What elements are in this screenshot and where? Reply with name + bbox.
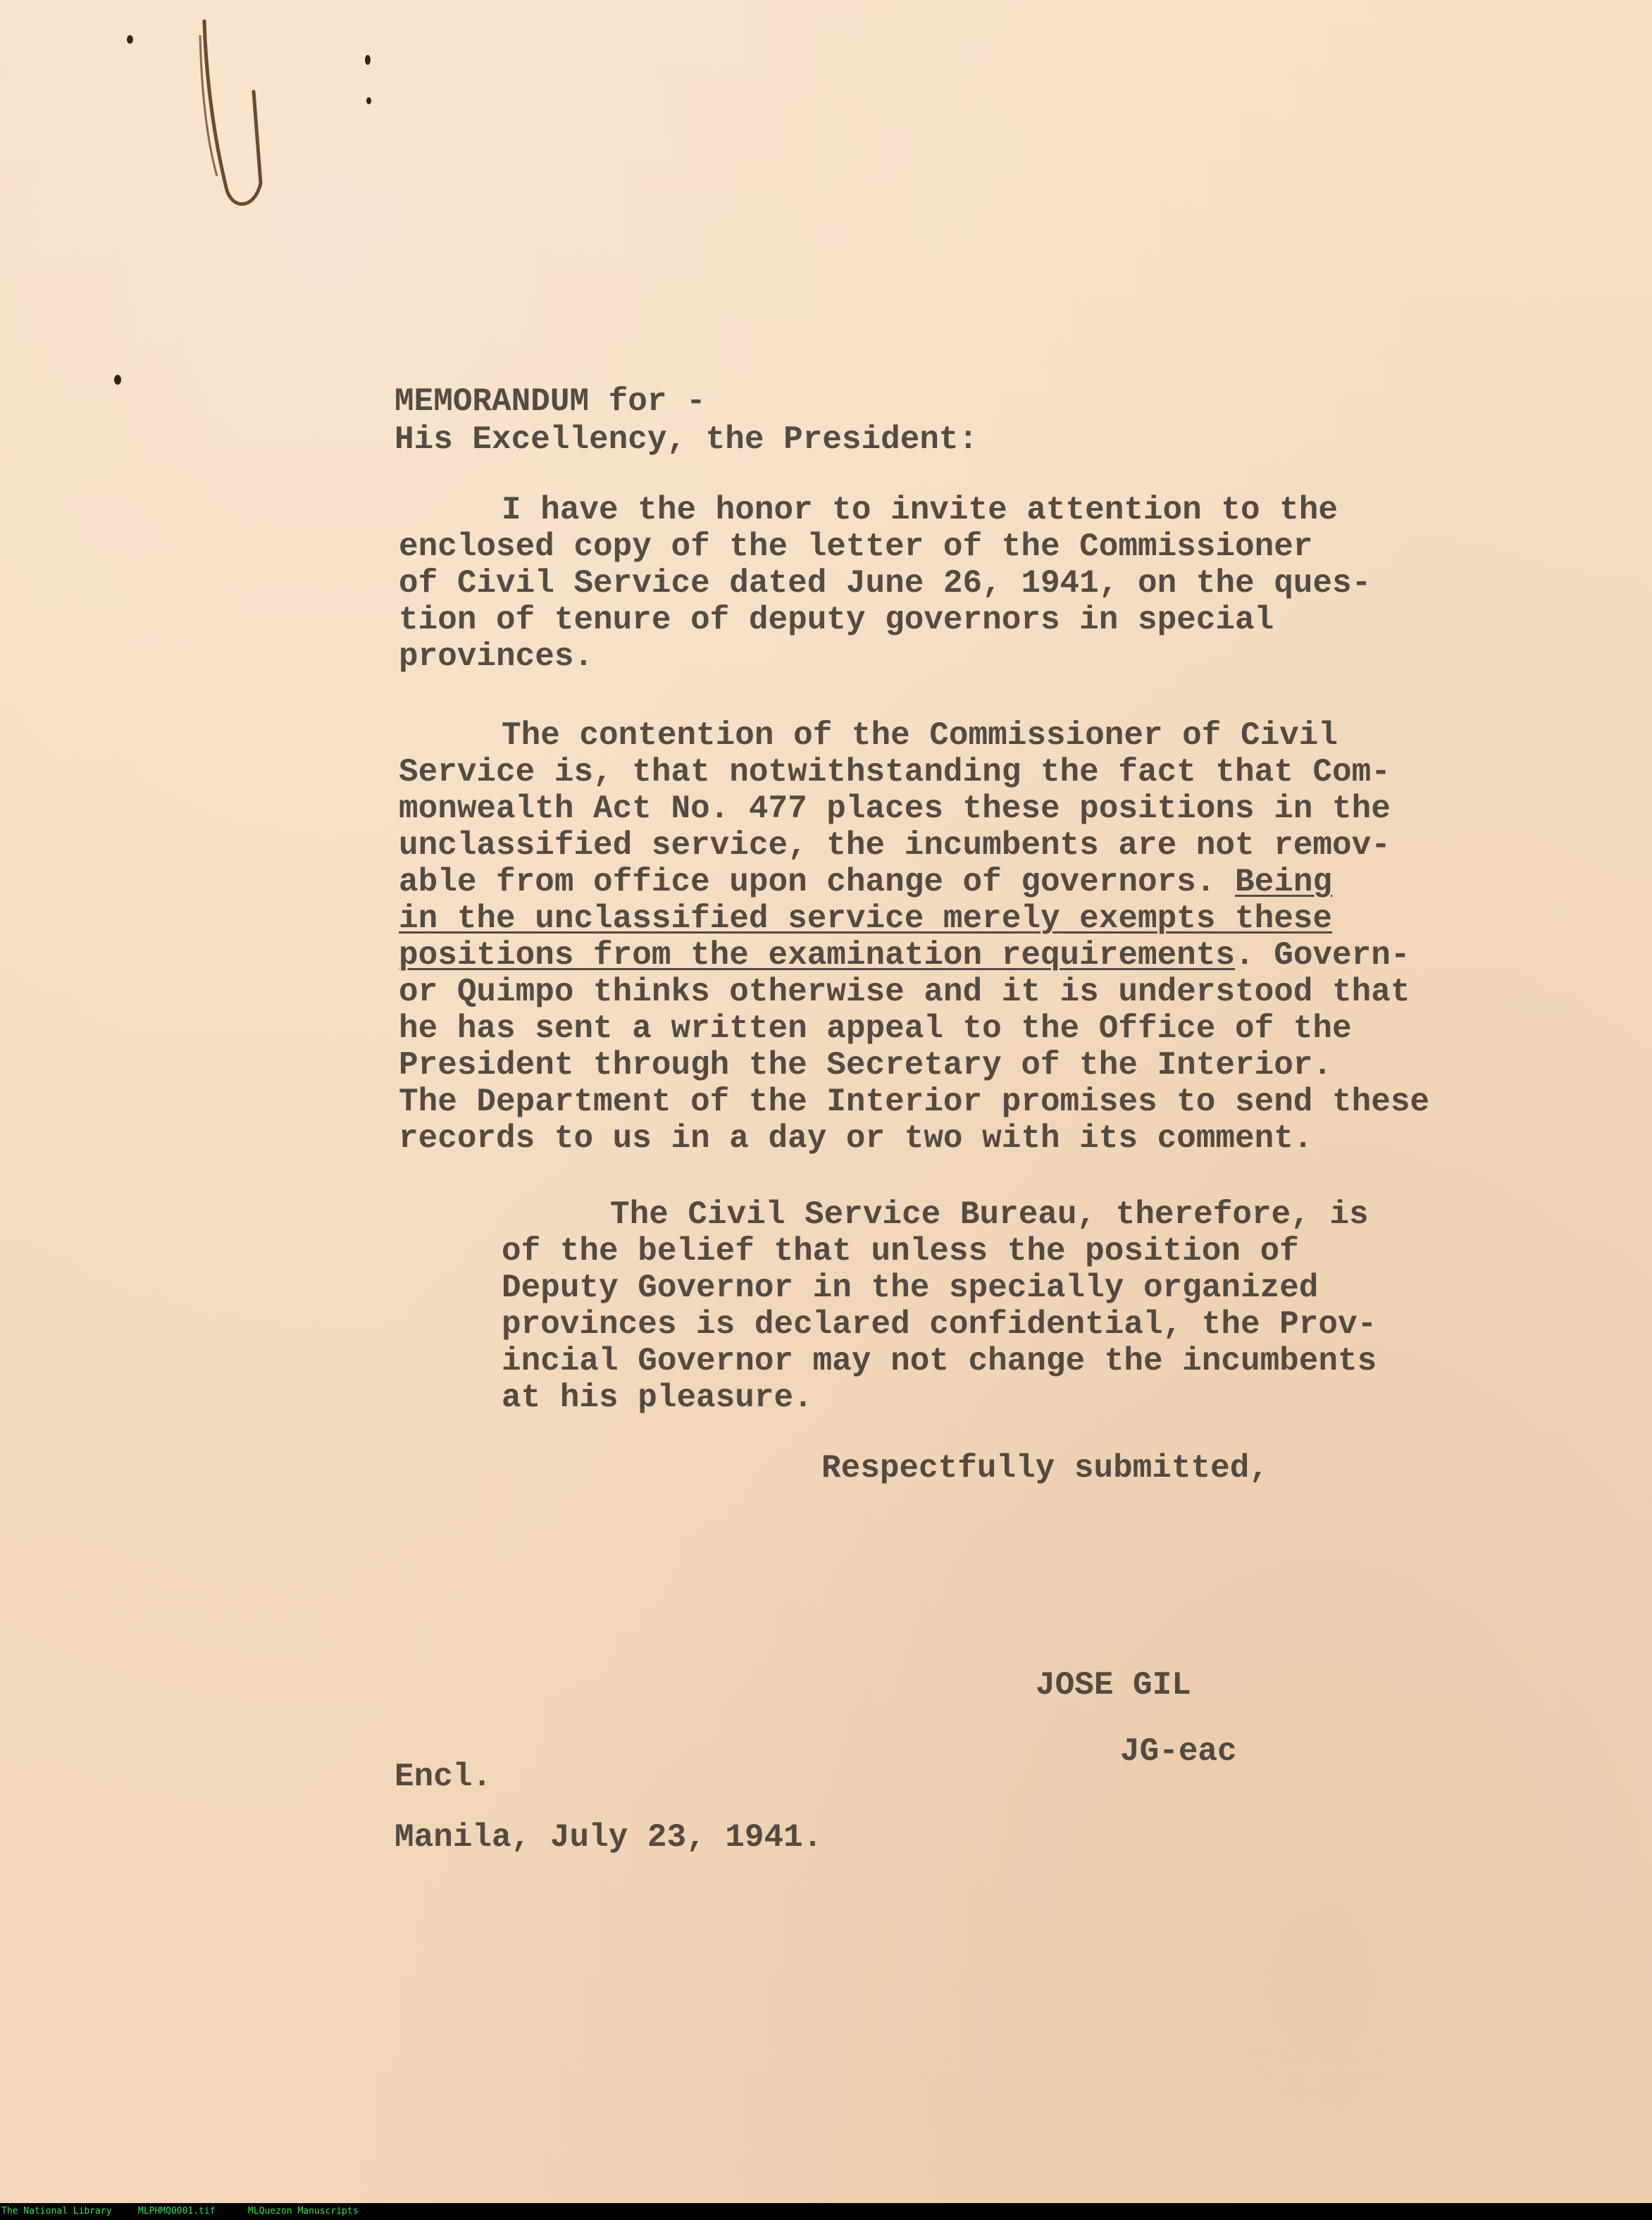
para2-line: or Quimpo thinks otherwise and it is understood that: [399, 974, 1410, 1010]
para1-line: I have the honor to invite attention to the: [502, 492, 1338, 528]
para2-line7-plain: . Govern-: [1235, 937, 1410, 974]
para1-line: provinces.: [399, 638, 594, 675]
para3-line: incial Governor may not change the incumbents: [502, 1343, 1377, 1379]
para2-line: [399, 937, 1410, 974]
ink-speck: [365, 55, 371, 65]
ink-speck: [114, 375, 121, 385]
para3-line: The Civil Service Bureau, therefore, is: [610, 1196, 1369, 1233]
signature-name: JOSE GIL: [1036, 1667, 1191, 1704]
para2-line: Service is, that notwithstanding the fact that Com-: [399, 754, 1391, 790]
para1-line: of Civil Service dated June 26, 1941, on the ques-: [399, 565, 1372, 602]
para3-line: of the belief that unless the position of: [502, 1233, 1299, 1270]
underlined-phrase: in the unclassified service merely exempts these: [399, 900, 1333, 937]
underlined-phrase: Being: [1235, 864, 1333, 900]
para2-line: [399, 864, 1332, 900]
para2-line: he has sent a written appeal to the Office of the: [399, 1010, 1352, 1047]
ink-speck: [366, 97, 371, 104]
para2-line: President through the Secretary of the Interior.: [399, 1047, 1333, 1084]
para3-line: Deputy Governor in the specially organized: [502, 1270, 1319, 1306]
para2-line: records to us in a day or two with its comment.: [399, 1120, 1313, 1157]
memo-heading: MEMORANDUM for -: [395, 383, 706, 420]
para2-line5-plain: able from office upon change of governors.: [399, 864, 1216, 900]
para2-line: unclassified service, the incumbents are not remov-: [399, 827, 1391, 864]
para3-line: at his pleasure.: [502, 1379, 813, 1416]
para2-line: The contention of the Commissioner of Civil: [502, 717, 1338, 754]
memo-addressee: His Excellency, the President:: [395, 421, 979, 458]
ink-speck: [127, 35, 133, 44]
paper-clip-mark: [199, 7, 269, 211]
para2-line: The Department of the Interior promises to send these: [399, 1084, 1430, 1120]
typist-initials: JG-eac: [1120, 1733, 1237, 1770]
footer-collection: MLQuezon Manuscripts: [248, 2206, 359, 2216]
para3-line: provinces is declared confidential, the Prov-: [502, 1306, 1377, 1343]
para1-line: tion of tenure of deputy governors in special: [399, 602, 1274, 638]
underlined-phrase: positions from the examination requirements: [399, 937, 1235, 974]
enclosure-note: Encl.: [395, 1759, 492, 1795]
scan-footer: [0, 2203, 1652, 2220]
para2-line: monwealth Act No. 477 places these positions in the: [399, 790, 1391, 827]
footer-library: The National Library: [1, 2206, 112, 2216]
place-date: Manila, July 23, 1941.: [395, 1819, 823, 1856]
closing: Respectfully submitted,: [821, 1450, 1269, 1487]
footer-file: MLPHMQ0001.tif: [138, 2206, 216, 2216]
para1-line: enclosed copy of the letter of the Commissioner: [399, 528, 1313, 565]
